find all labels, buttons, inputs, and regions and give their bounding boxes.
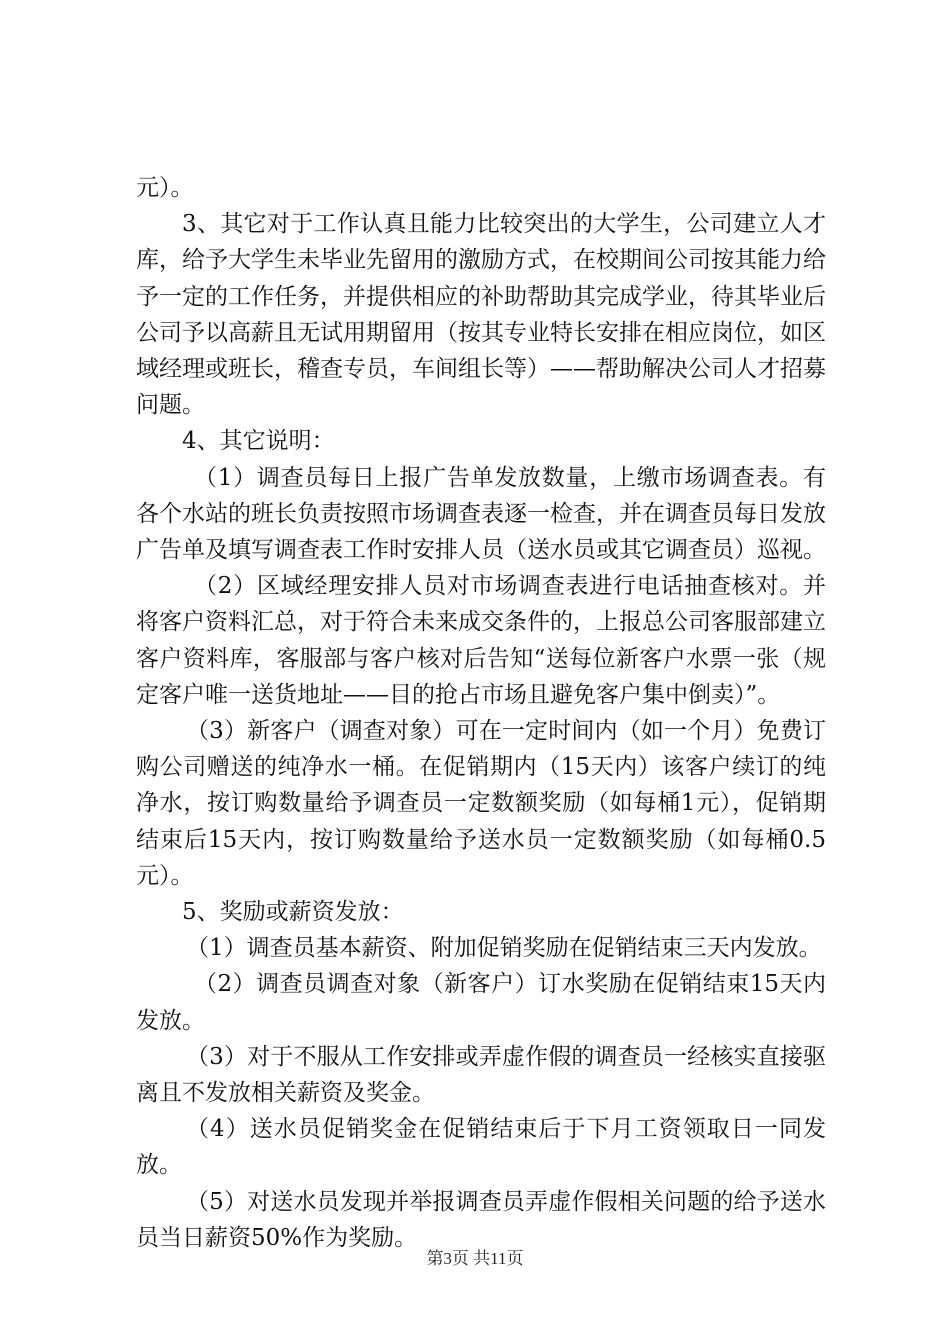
paragraph: 5、奖励或薪资发放： xyxy=(182,899,404,926)
document-body xyxy=(136,170,826,1256)
page-footer xyxy=(0,1244,950,1269)
paragraph: 4、其它说明： xyxy=(182,428,335,455)
paragraph: （4）送水员促销奖金在促销结束后于下月工资领取日一同发放。 xyxy=(136,1116,826,1179)
paragraph: （1）调查员基本薪资、附加促销奖励在促销结束三天内发放。 xyxy=(186,935,822,962)
page-number: 第3页 xyxy=(426,1249,469,1268)
paragraph: （2）调查员调查对象（新客户）订水奖励在促销结束15天内发放。 xyxy=(136,971,826,1034)
paragraph: （3）新客户（调查对象）可在一定时间内（如一个月）免费订购公司赠送的纯净水一桶。在促销期内（15天内）该客户续订的纯净水，按订购数量给予调查员一定数额奖励（如每桶1元），促销期结束后15天内，按订购数量给予送水员一定数额奖励（如每桶0.5元）。 xyxy=(136,718,826,889)
paragraph: 3、其它对于工作认真且能力比较突出的大学生，公司建立人才库，给予大学生未毕业先留用的激励方式，在校期间公司按其能力给予一定的工作任务，并提供相应的补助帮助其完成学业，待其毕业后公司予以高薪且无试用期留用（按其专业特长安排在相应岗位，如区域经理或班长，稽查专员，车间组长等）——帮助解决公司人才招募问题。 xyxy=(136,211,826,419)
paragraph: （5）对送水员发现并举报调查员弄虚作假相关问题的给予送水员当日薪资50%作为奖励。 xyxy=(136,1188,826,1251)
paragraph: （1）调查员每日上报广告单发放数量，上缴市场调查表。有各个水站的班长负责按照市场调查表逐一检查，并在调查员每日发放广告单及填写调查表工作时安排人员（送水员或其它调查员）巡视。 xyxy=(136,464,826,564)
page-total: 共11页 xyxy=(473,1249,524,1268)
paragraph: 元）。 xyxy=(136,175,194,201)
paragraph: （2）区域经理安排人员对市场调查表进行电话抽查核对。并将客户资料汇总，对于符合未来成交条件的，上报总公司客服部建立客户资料库，客服部与客户核对后告知“送每位新客户水票一张（规定客户唯一送货地址——目的抢占市场且避免客户集中倒卖）”。 xyxy=(136,573,826,708)
paragraph: （3）对于不服从工作安排或弄虚作假的调查员一经核实直接驱离且不发放相关薪资及奖金。 xyxy=(136,1043,826,1107)
